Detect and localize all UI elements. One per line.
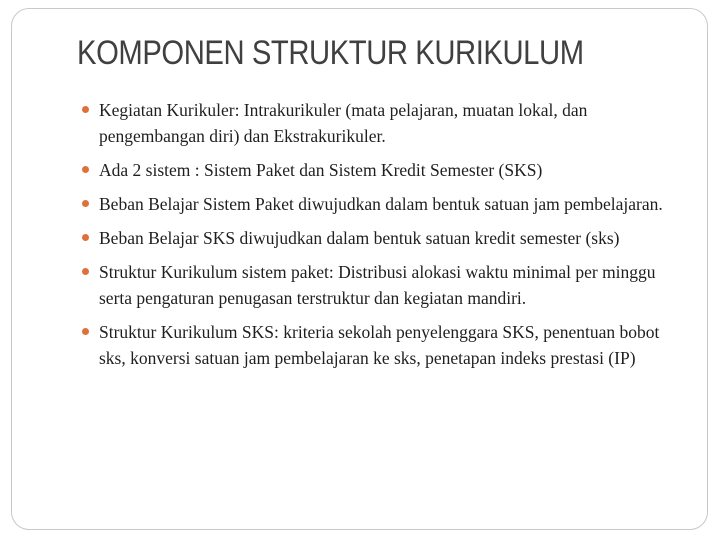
- bullet-text: Ada 2 sistem : Sistem Paket dan Sistem Kredit Semester (SKS): [99, 160, 543, 180]
- bullet-dot-icon: [82, 328, 89, 335]
- bullet-text: Beban Belajar SKS diwujudkan dalam bentuk satuan kredit semester (sks): [99, 228, 620, 248]
- bullet-item-beban-sks: [82, 225, 682, 251]
- bullet-dot-icon: [82, 166, 89, 173]
- bullet-item-dua-sistem: [82, 157, 682, 183]
- bullet-text: Beban Belajar Sistem Paket diwujudkan dalam bentuk satuan jam pembelajaran.: [99, 194, 663, 214]
- bullet-item-struktur-paket: [82, 259, 682, 311]
- bullet-text: Kegiatan Kurikuler: Intrakurikuler (mata pelajaran, muatan lokal, dan pengembangan diri) dan Ekstrakurikuler.: [99, 100, 588, 146]
- bullet-text: Struktur Kurikulum sistem paket: Distribusi alokasi waktu minimal per minggu serta pengaturan penugasan terstruktur dan kegiatan mandiri.: [99, 262, 656, 308]
- bullet-dot-icon: [82, 234, 89, 241]
- slide-title: KOMPONEN STRUKTUR KURIKULUM: [77, 34, 584, 72]
- bullet-item-struktur-sks: [82, 319, 682, 371]
- bullet-dot-icon: [82, 268, 89, 275]
- bullet-text: Struktur Kurikulum SKS: kriteria sekolah penyelenggara SKS, penentuan bobot sks, konversi satuan jam pembelajaran ke sks, penetapan indeks prestasi (IP): [99, 322, 660, 368]
- bullet-dot-icon: [82, 200, 89, 207]
- bullet-item-beban-paket: [82, 191, 682, 217]
- bullet-list: [82, 97, 682, 379]
- bullet-item-kegiatan-kurikuler: [82, 97, 682, 149]
- bullet-dot-icon: [82, 106, 89, 113]
